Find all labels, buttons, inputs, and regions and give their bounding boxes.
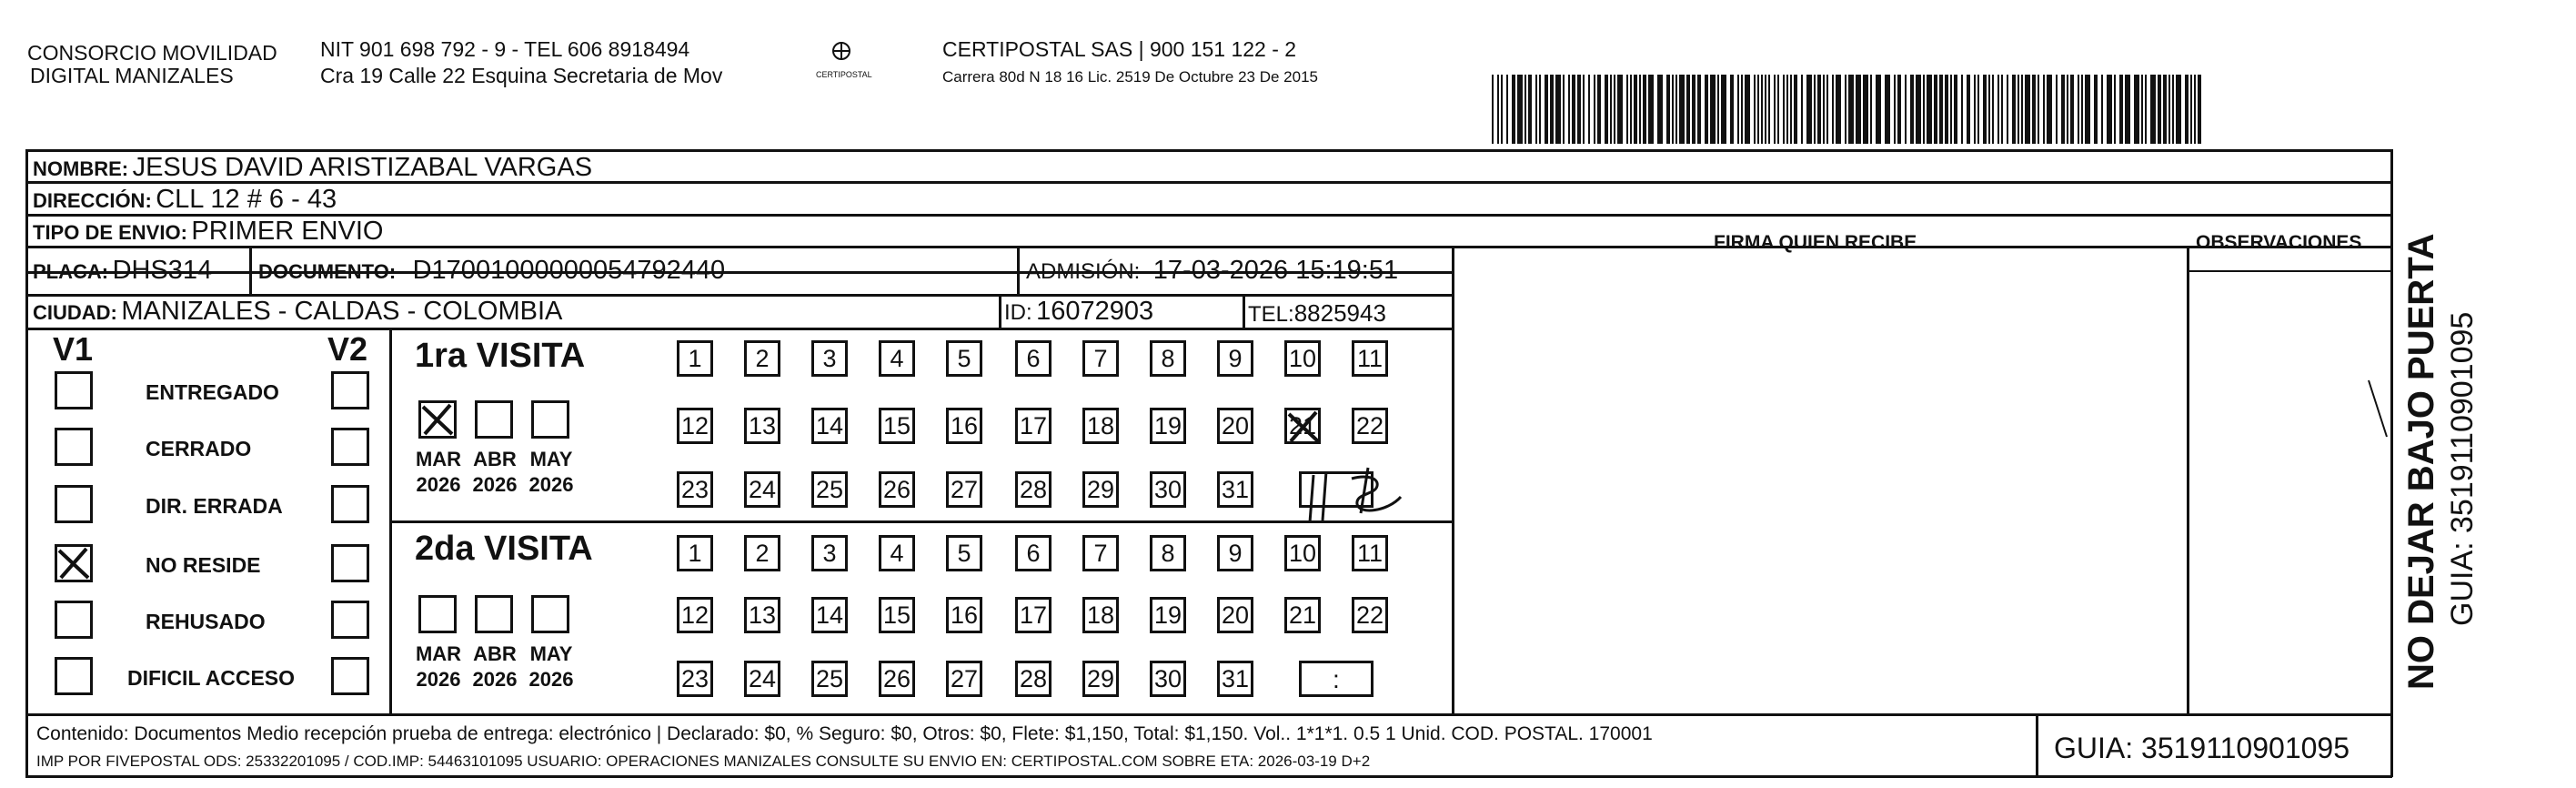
day-box-18[interactable] xyxy=(1082,408,1119,444)
observaciones-label: OBSERVACIONES xyxy=(2196,232,2362,253)
day-box-20[interactable] xyxy=(1217,597,1253,633)
day-number: 22 xyxy=(1355,411,1384,439)
day-number: 4 xyxy=(890,539,904,567)
day-number: 4 xyxy=(890,344,904,372)
month-label: MAY xyxy=(529,448,573,470)
month-label: MAR xyxy=(415,448,462,470)
day-box-10[interactable] xyxy=(1284,535,1321,571)
day-number: 9 xyxy=(1228,344,1243,372)
v2-checkbox-2[interactable] xyxy=(331,428,369,466)
day-box-4[interactable] xyxy=(879,340,915,377)
option-label: NO RESIDE xyxy=(146,553,261,577)
year-label: 2026 xyxy=(528,473,574,496)
day-number: 18 xyxy=(1086,601,1115,629)
day-number: 15 xyxy=(882,601,911,629)
day-number: 27 xyxy=(950,475,979,503)
direccion-value: CLL 12 # 6 - 43 xyxy=(156,185,337,214)
day-box-20[interactable] xyxy=(1217,408,1253,444)
day-box-15[interactable] xyxy=(879,597,915,633)
day-box-25[interactable] xyxy=(811,661,848,697)
day-number: 8 xyxy=(1161,344,1175,372)
day-number: 30 xyxy=(1153,664,1182,692)
day-number: 24 xyxy=(748,664,777,692)
no-dejar-warning: NO DEJAR BAJO PUERTA xyxy=(2401,233,2441,690)
guia-footer: GUIA: 3519110901095 xyxy=(2054,732,2350,764)
day-box-17[interactable] xyxy=(1015,408,1052,444)
year-label: 2026 xyxy=(472,668,518,691)
day-box-26[interactable] xyxy=(879,661,915,697)
day-box-11[interactable] xyxy=(1352,535,1388,571)
day-box-27[interactable] xyxy=(946,661,982,697)
day-box-23[interactable] xyxy=(677,661,713,697)
day-number: 9 xyxy=(1228,539,1243,567)
v2-checkbox-4[interactable] xyxy=(331,544,369,582)
day-box-15[interactable] xyxy=(879,408,915,444)
day-number: 20 xyxy=(1221,601,1250,629)
tel-field xyxy=(1248,301,1386,326)
ciudad-label: CIUDAD: xyxy=(33,301,117,324)
nombre-label: NOMBRE: xyxy=(33,157,129,180)
option-label: DIR. ERRADA xyxy=(146,494,283,518)
logo-wordmark: CERTIPOSTAL xyxy=(816,70,872,79)
admision-value: 17-03-2026 15:19:51 xyxy=(1152,256,1399,285)
day-number: 28 xyxy=(1019,475,1048,503)
day-number: 7 xyxy=(1093,344,1108,372)
day-number: 2 xyxy=(755,344,770,372)
day-number: 10 xyxy=(1288,344,1317,372)
month-checkbox-abr[interactable] xyxy=(475,595,513,633)
day-box-19[interactable] xyxy=(1150,408,1186,444)
day-number: 22 xyxy=(1355,601,1384,629)
side-guia: GUIA: 3519110901095 xyxy=(2445,311,2480,626)
v1-checkbox-2[interactable] xyxy=(55,428,93,466)
documento-label: DOCUMENTO: xyxy=(258,260,397,283)
v2-checkbox-1[interactable] xyxy=(331,371,369,409)
month-label: ABR xyxy=(473,448,517,470)
month-checkbox-may[interactable] xyxy=(531,400,569,439)
company-name-line2: DIGITAL MANIZALES xyxy=(30,64,234,87)
day-number: 1 xyxy=(688,344,702,372)
pen-stroke-mark xyxy=(2365,373,2392,446)
first-visit-title: 1ra VISITA xyxy=(415,337,586,375)
day-box-29[interactable] xyxy=(1082,471,1119,508)
day-number: 6 xyxy=(1026,344,1041,372)
day-box-6[interactable] xyxy=(1015,340,1052,377)
day-box-14[interactable] xyxy=(811,597,848,633)
day-box-21[interactable] xyxy=(1284,597,1321,633)
carrier-line: CERTIPOSTAL SAS | 900 151 122 - 2 xyxy=(942,37,1297,61)
day-box-12[interactable] xyxy=(677,597,713,633)
tel-label: TEL: xyxy=(1248,302,1294,327)
month-checkbox-abr[interactable] xyxy=(475,400,513,439)
day-box-31[interactable] xyxy=(1217,661,1253,697)
month-checkbox-mar[interactable] xyxy=(418,595,457,633)
day-box-1[interactable] xyxy=(677,535,713,571)
carrier-address: Carrera 80d N 18 16 Lic. 2519 De Octubre 23 De 2015 xyxy=(942,68,1318,86)
day-number: 30 xyxy=(1153,475,1182,503)
day-number: 23 xyxy=(680,664,709,692)
day-box-5[interactable] xyxy=(946,340,982,377)
day-number: 8 xyxy=(1161,539,1175,567)
day-box-28[interactable] xyxy=(1015,471,1052,508)
v1-checkbox-5[interactable] xyxy=(55,601,93,639)
placa-field xyxy=(33,258,212,284)
day-box-31[interactable] xyxy=(1217,471,1253,508)
day-number: 23 xyxy=(680,475,709,503)
day-number: 14 xyxy=(815,601,844,629)
v1-checkbox-4[interactable] xyxy=(55,544,93,582)
day-box-3[interactable] xyxy=(811,340,848,377)
day-number: 18 xyxy=(1086,411,1115,439)
day-number: 16 xyxy=(950,411,979,439)
day-number: 13 xyxy=(748,601,777,629)
day-box-4[interactable] xyxy=(879,535,915,571)
day-number: 25 xyxy=(815,475,844,503)
day-box-1[interactable] xyxy=(677,340,713,377)
documento-value: D17001000000054792440 xyxy=(412,256,726,285)
day-number: 16 xyxy=(950,601,979,629)
barcode-icon xyxy=(1492,75,2219,146)
id-value: 16072903 xyxy=(1036,297,1154,326)
day-number: 31 xyxy=(1221,664,1250,692)
day-number: 17 xyxy=(1019,411,1048,439)
company-name-line1: CONSORCIO MOVILIDAD xyxy=(27,41,277,65)
tipo-envio-label: TIPO DE ENVIO: xyxy=(33,221,187,244)
day-box-12[interactable] xyxy=(677,408,713,444)
option-label: ENTREGADO xyxy=(146,380,279,404)
admision-label: ADMISIÓN: xyxy=(1026,259,1141,284)
day-number: 27 xyxy=(950,664,979,692)
day-number: 29 xyxy=(1086,664,1115,692)
placa-label: PLACA: xyxy=(33,260,109,283)
day-box-11[interactable] xyxy=(1352,340,1388,377)
barcode-area xyxy=(1492,75,2219,146)
nombre-field xyxy=(33,155,592,181)
direccion-field xyxy=(33,187,337,213)
year-label: 2026 xyxy=(528,668,574,691)
day-number: 24 xyxy=(748,475,777,503)
day-box-27[interactable] xyxy=(946,471,982,508)
nombre-value: JESUS DAVID ARISTIZABAL VARGAS xyxy=(132,153,593,182)
id-field xyxy=(1004,298,1153,325)
day-box-18[interactable] xyxy=(1082,597,1119,633)
v1-checkbox-6[interactable] xyxy=(55,657,93,695)
day-number: 13 xyxy=(748,411,777,439)
day-number: 19 xyxy=(1153,601,1182,629)
day-number: 12 xyxy=(680,411,709,439)
day-box-10[interactable] xyxy=(1284,340,1321,377)
day-box-13[interactable] xyxy=(744,597,780,633)
day-box-2[interactable] xyxy=(744,340,780,377)
tipo-envio-field xyxy=(33,218,383,245)
day-number: 26 xyxy=(882,664,911,692)
day-number: 11 xyxy=(1356,539,1384,567)
time-box[interactable] xyxy=(1299,661,1374,697)
month-label: MAR xyxy=(415,642,462,665)
year-label: 2026 xyxy=(416,473,461,496)
day-box-19[interactable] xyxy=(1150,597,1186,633)
day-box-30[interactable] xyxy=(1150,661,1186,697)
day-box-7[interactable] xyxy=(1082,340,1119,377)
day-box-9[interactable] xyxy=(1217,340,1253,377)
day-number: 21 xyxy=(1288,601,1317,629)
day-number: 19 xyxy=(1153,411,1182,439)
day-number: 20 xyxy=(1221,411,1250,439)
ciudad-field xyxy=(33,298,562,325)
v1-label: V1 xyxy=(53,330,94,368)
day-box-7[interactable] xyxy=(1082,535,1119,571)
certipostal-logo xyxy=(814,38,872,84)
documento-field xyxy=(258,258,725,284)
month-checkbox-may[interactable] xyxy=(531,595,569,633)
day-number: 14 xyxy=(815,411,844,439)
day-box-2[interactable] xyxy=(744,535,780,571)
day-number: 15 xyxy=(882,411,911,439)
check-x-icon xyxy=(54,543,94,583)
day-box-17[interactable] xyxy=(1015,597,1052,633)
day-number: 12 xyxy=(680,601,709,629)
day-box-14[interactable] xyxy=(811,408,848,444)
day-number: 21 xyxy=(1288,411,1317,439)
tel-value: 8825943 xyxy=(1293,299,1386,327)
day-box-3[interactable] xyxy=(811,535,848,571)
nit-line: NIT 901 698 792 - 9 - TEL 606 8918494 xyxy=(320,37,690,61)
year-label: 2026 xyxy=(472,473,518,496)
admision-field xyxy=(1026,258,1398,284)
day-number: 28 xyxy=(1019,664,1048,692)
tipo-envio-value: PRIMER ENVIO xyxy=(191,217,384,246)
day-box-24[interactable] xyxy=(744,661,780,697)
time-separator: : xyxy=(1333,665,1340,693)
day-number: 3 xyxy=(822,344,837,372)
v1-checkbox-1[interactable] xyxy=(55,371,93,409)
year-label: 2026 xyxy=(416,668,461,691)
day-box-26[interactable] xyxy=(879,471,915,508)
day-number: 17 xyxy=(1019,601,1048,629)
day-number: 6 xyxy=(1026,539,1041,567)
day-box-6[interactable] xyxy=(1015,535,1052,571)
day-box-30[interactable] xyxy=(1150,471,1186,508)
v2-label: V2 xyxy=(327,330,368,368)
day-number: 29 xyxy=(1086,475,1115,503)
day-box-8[interactable] xyxy=(1150,340,1186,377)
day-number: 10 xyxy=(1288,539,1317,567)
option-label: DIFICIL ACCESO xyxy=(127,666,296,690)
day-number: 31 xyxy=(1221,475,1250,503)
second-visit-title: 2da VISITA xyxy=(415,530,593,568)
contenido-line: Contenido: Documentos Medio recepción prueba de entrega: electrónico | Declarado: $0, % Seguro: $0, Otros: $0, Flete: $1,150, Total: $1,150. Vol.. 1*1*1. 0.5 1 Unid. COD. POSTAL. 170001 xyxy=(36,723,1653,744)
day-box-21[interactable] xyxy=(1284,408,1321,444)
month-label: MAY xyxy=(529,642,573,665)
v2-checkbox-3[interactable] xyxy=(331,485,369,523)
day-box-28[interactable] xyxy=(1015,661,1052,697)
day-box-23[interactable] xyxy=(677,471,713,508)
day-box-5[interactable] xyxy=(946,535,982,571)
day-number: 1 xyxy=(688,539,702,567)
day-box-16[interactable] xyxy=(946,597,982,633)
imp-line: IMP POR FIVEPOSTAL ODS: 25332201095 / COD.IMP: 54463101095 USUARIO: OPERACIONES MANIZALES CONSULTE SU ENVIO EN: CERTIPOSTAL.COM SOBRE ETA: 2026-03-19 D+2 xyxy=(36,753,1371,770)
day-box-16[interactable] xyxy=(946,408,982,444)
day-box-13[interactable] xyxy=(744,408,780,444)
day-box-22[interactable] xyxy=(1352,408,1388,444)
month-checkbox-mar[interactable] xyxy=(418,400,457,439)
ciudad-value: MANIZALES - CALDAS - COLOMBIA xyxy=(121,297,563,326)
day-box-24[interactable] xyxy=(744,471,780,508)
day-number: 26 xyxy=(882,475,911,503)
month-label: ABR xyxy=(473,642,517,665)
check-x-icon xyxy=(418,399,458,439)
v1-checkbox-3[interactable] xyxy=(55,485,93,523)
day-box-8[interactable] xyxy=(1150,535,1186,571)
day-number: 5 xyxy=(957,344,971,372)
placa-value: DHS314 xyxy=(112,256,213,285)
v2-checkbox-6[interactable] xyxy=(331,657,369,695)
day-number: 11 xyxy=(1356,344,1384,372)
option-label: REHUSADO xyxy=(146,610,266,633)
v2-checkbox-5[interactable] xyxy=(331,601,369,639)
day-number: 7 xyxy=(1093,539,1108,567)
id-label: ID: xyxy=(1004,300,1032,325)
day-box-25[interactable] xyxy=(811,471,848,508)
day-box-22[interactable] xyxy=(1352,597,1388,633)
day-number: 5 xyxy=(957,539,971,567)
first-visit-time-box[interactable] xyxy=(1299,471,1374,508)
option-label: CERRADO xyxy=(146,437,252,460)
firma-label: FIRMA QUIEN RECIBE xyxy=(1714,232,1917,253)
day-box-9[interactable] xyxy=(1217,535,1253,571)
day-number: 3 xyxy=(822,539,837,567)
day-number: 2 xyxy=(755,539,770,567)
day-box-29[interactable] xyxy=(1082,661,1119,697)
day-number: 25 xyxy=(815,664,844,692)
sender-address: Cra 19 Calle 22 Esquina Secretaria de Mov xyxy=(320,64,723,87)
direccion-label: DIRECCIÓN: xyxy=(33,189,152,212)
